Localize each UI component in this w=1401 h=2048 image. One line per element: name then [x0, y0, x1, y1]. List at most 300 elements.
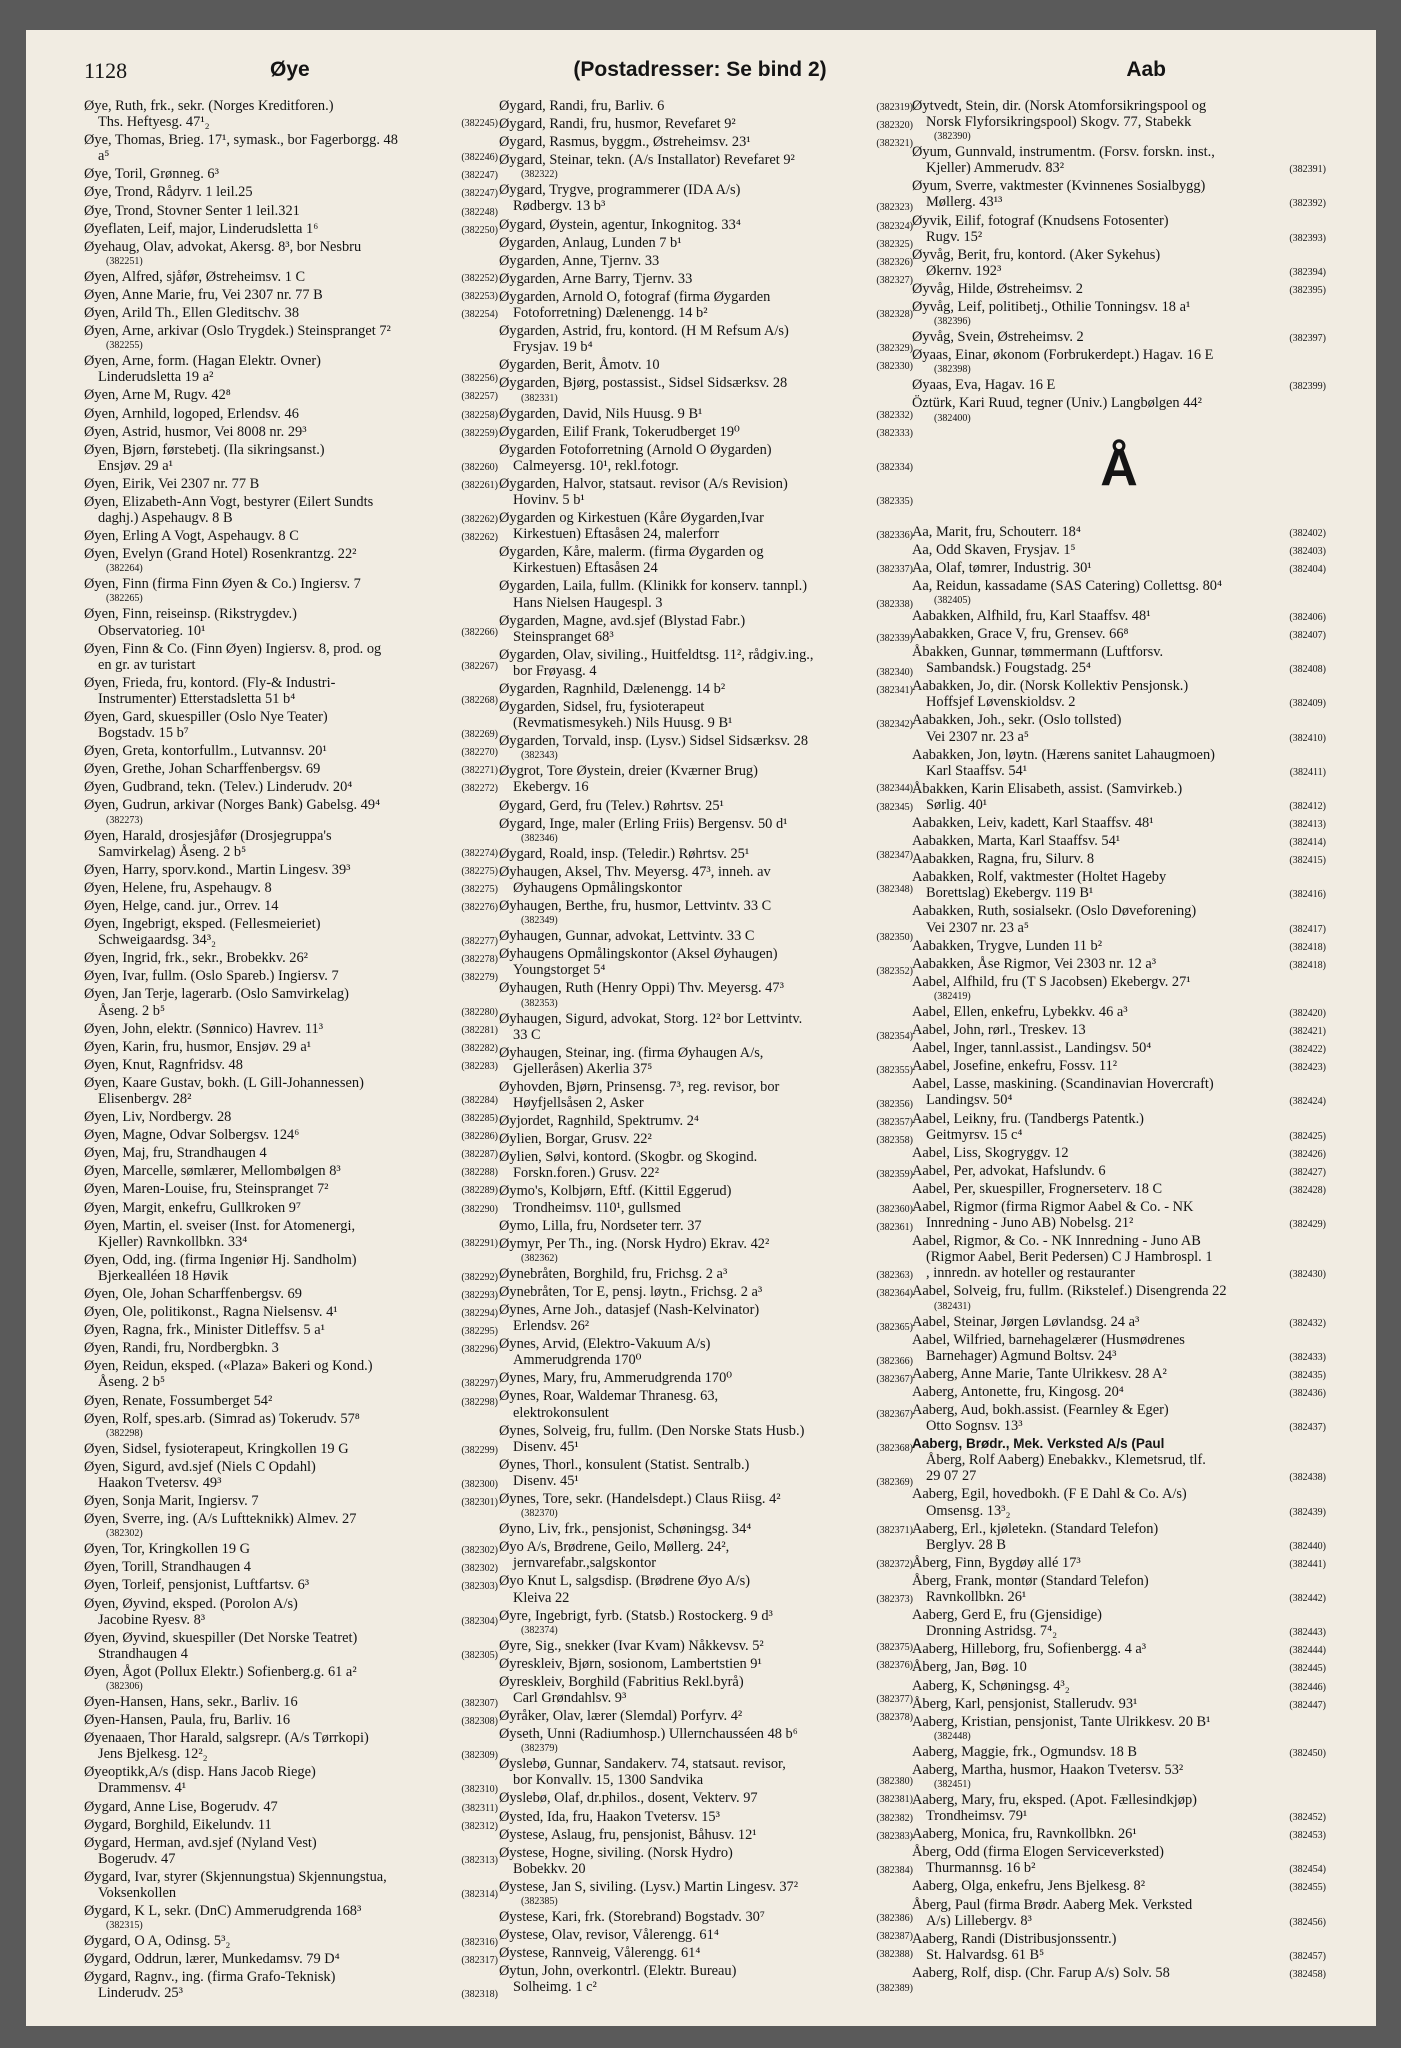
- directory-entry: [499, 1674, 913, 1708]
- entry-line: [499, 544, 913, 560]
- entry-phone-number: (382402): [1289, 527, 1326, 539]
- entry-name-text: Aaberg, Olga, enkefru, Jens Bjelkesg. 8²: [912, 1878, 1146, 1895]
- entry-phone-number: (382369): [876, 1476, 913, 1488]
- entry-name-text: Øygarden, Ragnhild, Dælenengg. 14 b²: [499, 681, 726, 697]
- entry-continuation-text: Øyhaugens Opmålingskontor: [513, 879, 683, 896]
- directory-entry: [499, 253, 913, 271]
- entry-phone-number: (382277): [461, 936, 498, 948]
- entry-phone-number: (382418): [1289, 959, 1326, 971]
- entry-name-text: Øyen, Finn, reiseinsp. (Rikstrygdev.): [84, 606, 297, 623]
- entry-name-text: Øygarden, Sidsel, fru, fysioterapeut: [499, 699, 705, 716]
- entry-line: [499, 1674, 913, 1690]
- entry-line: [499, 1690, 913, 1708]
- entry-phone-number: (382265): [106, 593, 143, 605]
- entry-phone-number: (382393): [1289, 232, 1326, 244]
- entry-phone-number: (382457): [1289, 1950, 1326, 1962]
- entry-name-text: Øysted, Ida, fru, Haakon Tvetersv. 15³: [499, 1808, 720, 1825]
- entry-continuation-text: jernvarefabr.,salgskontor: [513, 1555, 657, 1572]
- entry-name-text: Aabakken, Alfhild, fru, Karl Staaffsv. 48¹: [912, 607, 1151, 624]
- entry-phone-number: (382331): [521, 392, 558, 404]
- entry-line: [912, 1332, 1326, 1348]
- entry-name-text: Aabel, Per, skuespiller, Frognerseterv. 18 C: [912, 1180, 1163, 1197]
- entry-line: [499, 1352, 913, 1370]
- entry-phone-number: (382245): [461, 118, 498, 130]
- entry-name-text: Øyslebø, Gunnar, Sandakerv. 74, statsaut. revisor,: [499, 1756, 786, 1773]
- entry-line: [499, 458, 913, 476]
- directory-entry: [912, 747, 1326, 781]
- entry-name-text: Aabel, Per, advokat, Hafslundv. 6: [912, 1162, 1106, 1179]
- entry-phone-number: (382344): [876, 783, 913, 795]
- entry-phone-number: (382330): [876, 361, 913, 373]
- entry-line: [84, 1780, 498, 1798]
- entry-phone-number: (382350): [876, 932, 913, 944]
- entry-name-text: Øygard, Ragnv., ing. (firma Grafo-Teknisk): [84, 1969, 336, 1986]
- entry-continuation-text: Linderudv. 25³: [98, 1985, 183, 2002]
- entry-phone-number: (382375): [876, 1641, 913, 1653]
- entry-phone-number: (382301): [461, 1497, 498, 1509]
- directory-entry: [499, 323, 913, 357]
- directory-entry: [499, 1790, 913, 1808]
- directory-entry: [84, 828, 498, 862]
- entry-phone-number: (382266): [461, 626, 498, 638]
- directory-entry: [499, 1113, 913, 1131]
- entry-name-text: Aaberg, Kristian, pensjonist, Tante Ulrikkesv. 20 B¹: [912, 1713, 1211, 1730]
- directory-entry: [912, 247, 1326, 281]
- entry-line: [84, 828, 498, 844]
- entry-line: [912, 1947, 1326, 1965]
- entry-phone-number: (382349): [521, 915, 558, 927]
- entry-line: [84, 743, 498, 761]
- directory-entry: [84, 269, 498, 287]
- entry-line: [499, 1061, 913, 1079]
- entry-continuation-text: , innredn. av hoteller og restauranter: [926, 1265, 1135, 1282]
- entry-continuation-text: Åberg, Rolf Aaberg) Enebakkv., Klemetsrud, tlf.: [926, 1452, 1206, 1469]
- entry-name-text: Øygard, Oddrun, lærer, Munkedamsv. 79 D⁴: [84, 1951, 340, 1968]
- directory-entry: [912, 1607, 1326, 1641]
- entry-line: [912, 1714, 1326, 1730]
- entry-name-text: Aabel, Rigmor (firma Rigmor Aabel & Co. - NK: [912, 1198, 1194, 1215]
- entry-continuation-text: Innredning - Juno AB) Nobelsg. 21²: [926, 1215, 1134, 1232]
- directory-entry: [499, 1302, 913, 1336]
- entry-phone-number: (382372): [876, 1559, 913, 1571]
- entry-phone-number: (382323): [876, 202, 913, 214]
- directory-entry: [912, 377, 1326, 395]
- directory-entry: [84, 1764, 498, 1798]
- directory-entry: [499, 1521, 913, 1539]
- entry-continuation-text: Ensjøv. 29 a¹: [98, 457, 173, 474]
- entry-name-text: Øye, Ruth, frk., sekr. (Norges Kreditforen.): [84, 98, 334, 114]
- entry-continuation-text: Otto Sognsv. 13³: [926, 1418, 1023, 1435]
- entry-line: [84, 1393, 498, 1411]
- entry-line: [499, 1979, 913, 1997]
- entry-name-text: Øyen, Tor, Kringkollen 19 G: [84, 1541, 251, 1558]
- entry-line: [499, 1772, 913, 1790]
- directory-entry: [912, 781, 1326, 815]
- entry-name-text: Aabel, Alfhild, fru (T S Jacobsen) Ekebergv. 27¹: [912, 973, 1191, 990]
- entry-line: [499, 1236, 913, 1252]
- directory-entry: [84, 98, 498, 132]
- entry-line: [499, 560, 913, 578]
- entry-phone-number: (382413): [1289, 819, 1326, 830]
- entry-phone-number: (382415): [1289, 855, 1326, 867]
- directory-entry: [499, 898, 913, 928]
- entry-phone-number: (382354): [876, 1030, 913, 1042]
- entry-name-text: Øynebråten, Tor E, pensj. løytn., Frichsg. 2 a³: [499, 1283, 763, 1300]
- entry-phone-number: (382274): [461, 847, 498, 859]
- directory-entry: [912, 869, 1326, 903]
- entry-name-text: Øyhaugen, Berthe, fru, husmor, Lettvintv. 33 C: [499, 898, 772, 915]
- entry-continuation-text: Åseng. 2 b⁵: [98, 1002, 165, 1019]
- directory-entry: [84, 1799, 498, 1817]
- entry-name-text: Aabel, Steinar, Jørgen Løvlandsg. 24 a³: [912, 1313, 1140, 1330]
- entry-phone-number: (382332): [876, 409, 913, 421]
- entry-line: [84, 916, 498, 932]
- entry-line: [912, 1844, 1326, 1860]
- entry-phone-number: (382445): [1289, 1663, 1326, 1675]
- entry-line: [84, 98, 498, 114]
- entry-continuation-text: Haakon Tvetersv. 49³: [98, 1474, 222, 1491]
- entry-line: [912, 144, 1326, 160]
- directory-entry: [84, 1393, 498, 1411]
- entry-line: [84, 1200, 498, 1218]
- entry-phone-number: (382458): [1289, 1968, 1326, 1980]
- entry-name-text: Øyen, Arne, arkivar (Oslo Trygdek.) Steinspranget 7²: [84, 323, 391, 340]
- entry-continuation-text: Bogerudv. 47: [98, 1850, 176, 1867]
- entry-phone-number: (382411): [1289, 766, 1326, 778]
- entry-line: [84, 844, 498, 862]
- directory-entry: [912, 1659, 1326, 1677]
- entry-continuation-text: Disenv. 45¹: [513, 1438, 579, 1455]
- directory-entry: [499, 798, 913, 816]
- entry-line: [84, 1459, 498, 1475]
- entry-line: [912, 1366, 1326, 1384]
- directory-entry: [84, 1559, 498, 1577]
- directory-entry: [499, 681, 913, 699]
- entry-phone-number: (382326): [876, 256, 913, 268]
- entry-line: [499, 1656, 913, 1674]
- entry-phone-number: (382392): [1289, 198, 1326, 210]
- entry-line: [912, 1696, 1326, 1714]
- entry-line: [84, 1630, 498, 1646]
- entry-line: [499, 1790, 913, 1808]
- entry-name-text: Aaberg, Aud, bokh.assist. (Fearnley & Eger): [912, 1402, 1169, 1418]
- entry-line: [499, 424, 913, 442]
- entry-name-text: Øygard, Herman, avd.sjef (Nyland Vest): [84, 1834, 317, 1851]
- entry-line: [912, 920, 1326, 938]
- entry-phone-number: (382336): [876, 530, 913, 542]
- entry-name-text: Øygarden, Arne Barry, Tjernv. 33: [499, 270, 693, 287]
- entry-continuation-text: Geitmyrsv. 15 c⁴: [926, 1126, 1023, 1143]
- entry-name-text: Øygarden, Olav, siviling., Huitfeldtsg. 11², rådgiv.ing.,: [499, 646, 814, 663]
- entry-line: [84, 675, 498, 691]
- entry-line: [84, 1286, 498, 1304]
- directory-entry: [84, 1145, 498, 1163]
- entry-line: [912, 1641, 1326, 1659]
- entry-phone-number: (382343): [521, 750, 558, 762]
- entry-name-text: Øyre, Sig., snekker (Ivar Kvam) Nåkkevsv. 5²: [499, 1637, 764, 1654]
- directory-entry: [499, 578, 913, 612]
- entry-name-text: Aa, Olaf, tømrer, Industrig. 30¹: [912, 559, 1092, 576]
- entry-name-text: Øyo A/s, Brødrene, Geilo, Møllerg. 24²,: [499, 1539, 730, 1556]
- entry-line: [912, 114, 1326, 130]
- entry-line: [84, 1885, 498, 1903]
- entry-phone-number: (382313): [461, 1854, 498, 1866]
- entry-line: [499, 476, 913, 492]
- entry-line: [499, 1336, 913, 1352]
- entry-name-text: Øyum, Sverre, vaktmester (Kvinnenes Sosialbygg): [912, 178, 1206, 195]
- entry-name-text: Aabel, Lasse, maskining. (Scandinavian Hovercraft): [912, 1076, 1214, 1093]
- entry-phone-number: (382423): [1289, 1062, 1326, 1074]
- entry-line: [912, 903, 1326, 919]
- entry-name-text: Øygarden, Eilif Frank, Tokerudberget 19⁰: [499, 423, 740, 440]
- entry-line: [499, 1861, 913, 1879]
- entry-name-text: Øyen, Arne M, Rugv. 42⁸: [84, 387, 231, 404]
- entry-line: [84, 862, 498, 880]
- column-1: [84, 98, 498, 2004]
- directory-entry: [499, 1726, 913, 1756]
- directory-entry: [499, 235, 913, 253]
- entry-name-text: Øyen, Magne, Odvar Solbergsv. 124⁶: [84, 1127, 300, 1144]
- directory-entry: [84, 1712, 498, 1730]
- entry-line: [912, 524, 1326, 542]
- entry-line: [912, 1181, 1326, 1199]
- entry-phone-number: (382247): [461, 188, 498, 200]
- entry-name-text: Aaberg, Hilleborg, fru, Sofienbergg. 4 a³: [912, 1641, 1147, 1658]
- directory-entry: [912, 1678, 1326, 1696]
- directory-entry: [912, 524, 1326, 542]
- entry-continuation-text: Thurmannsg. 16 b²: [926, 1860, 1036, 1877]
- entry-phone-number: (382292): [461, 1271, 498, 1283]
- entry-line: [499, 1809, 913, 1827]
- entry-name-text: Øyen, Ole, Johan Scharffenbergsv. 69: [84, 1286, 302, 1302]
- entry-phone-number: (382426): [1289, 1148, 1326, 1160]
- entry-name-text: Åbakken, Gunnar, tømmermann (Luftforsv.: [912, 644, 1164, 661]
- entry-name-text: Øyen, Greta, kontorfullm., Lutvannsv. 20¹: [84, 743, 327, 760]
- entry-line: [499, 271, 913, 289]
- entry-name-text: Øygarden, Halvor, statsaut. revisor (A/s Revision): [499, 475, 788, 492]
- entry-line: [912, 1265, 1326, 1283]
- entry-line: [84, 709, 498, 725]
- entry-continuation-text: Høyfjellsåsen 2, Asker: [513, 1094, 644, 1111]
- entry-phone-number: (382450): [1289, 1747, 1326, 1759]
- entry-name-text: Øyen, Frieda, fru, kontord. (Fly-& Industri-: [84, 674, 336, 691]
- entry-line: [84, 623, 498, 641]
- entry-line: [499, 1539, 913, 1555]
- entry-line: [912, 938, 1326, 956]
- directory-entry: [84, 1411, 498, 1441]
- entry-continuation-text: 29 07 27: [926, 1468, 977, 1485]
- entry-name-text: Øyhaugen, Gunnar, advokat, Lettvintv. 33 C: [499, 928, 755, 945]
- directory-entry: [912, 1714, 1326, 1744]
- entry-line: [84, 1003, 498, 1021]
- header-left-guide-word: Øye: [270, 58, 310, 81]
- entry-line: [499, 763, 913, 779]
- entry-phone-number: (382341): [876, 685, 913, 696]
- entry-line: [499, 663, 913, 681]
- entry-phone-number: (382406): [1289, 611, 1326, 623]
- entry-phone-number: (382282): [461, 1042, 498, 1054]
- entry-line: [499, 1388, 913, 1404]
- entry-name-text: Aabel, Wilfried, barnehagelærer (Husmødrenes: [912, 1331, 1185, 1348]
- entry-line: [84, 898, 498, 916]
- entry-name-text: Øymo's, Kolbjørn, Eftf. (Kittil Eggerud): [499, 1183, 732, 1200]
- entry-phone-number: (382365): [876, 1322, 913, 1334]
- directory-entry: [912, 1486, 1326, 1520]
- entry-phone-number: (382447): [1289, 1699, 1326, 1711]
- entry-line: [499, 1266, 913, 1284]
- entry-line: [499, 1590, 913, 1608]
- entry-line: [912, 1384, 1326, 1402]
- entry-phone-number: (382383): [876, 1830, 913, 1842]
- entry-name-text: Øygarden, David, Nils Huusg. 9 B¹: [499, 405, 703, 422]
- entry-phone-number: (382246): [461, 152, 498, 164]
- directory-entry: [84, 424, 498, 442]
- entry-phone-number: (382273): [106, 814, 143, 826]
- entry-name-text: Øyen, Reidun, eksped. («Plaza» Bakeri og Kond.): [84, 1358, 373, 1375]
- entry-name-text: Øyaas, Einar, økonom (Forbrukerdept.) Hagav. 16 E: [912, 347, 1214, 364]
- entry-continuation-text: Berglyv. 28 B: [926, 1536, 1006, 1553]
- entry-line: [84, 1163, 498, 1181]
- entry-name-text: Øyen, Ole, politikonst., Ragna Nielsensv. 4¹: [84, 1304, 338, 1321]
- directory-entry: [912, 1641, 1326, 1659]
- entry-line: [912, 644, 1326, 660]
- entry-phone-number: (382304): [461, 1615, 498, 1627]
- directory-entry: [499, 271, 913, 289]
- page-number: 1128: [84, 58, 128, 83]
- entry-name-text: Åbakken, Karin Elisabeth, assist. (Samvirkeb.): [912, 780, 1183, 797]
- directory-entry: [84, 1541, 498, 1559]
- entry-name-text: Aaberg, Monica, fru, Ravnkollbkn. 26¹: [912, 1826, 1137, 1843]
- entry-line: [84, 1475, 498, 1493]
- entry-phone-number: (382269): [461, 729, 498, 741]
- entry-phone-number: (382258): [461, 409, 498, 421]
- entry-name-text: Øyhaugen, Sigurd, advokat, Storg. 12² bor Lettvintv.: [499, 1010, 803, 1027]
- entry-line: [499, 1756, 913, 1772]
- entry-phone-number: (382261): [461, 479, 498, 491]
- directory-entry: [499, 1909, 913, 1927]
- entry-line: [912, 229, 1326, 247]
- directory-entry: [84, 1511, 498, 1541]
- directory-entry: [499, 846, 913, 864]
- entry-name-text: Øynes, Thorl., konsulent (Statist. Sentralb.): [499, 1456, 750, 1473]
- entry-phone-number: (382325): [876, 238, 913, 250]
- directory-entry: [912, 1233, 1326, 1283]
- directory-entry: [912, 1314, 1326, 1332]
- entry-continuation-text: Økernv. 192³: [926, 262, 1002, 279]
- directory-entry: [84, 1127, 498, 1145]
- entry-name-text: Aaberg, Gerd E, fru (Gjensidige): [912, 1607, 1102, 1624]
- entry-line: [912, 1931, 1326, 1947]
- entry-name-text: Øyen, Finn & Co. (Finn Øyen) Ingiersv. 8, prod. og: [84, 640, 382, 657]
- directory-entry: [84, 1903, 498, 1933]
- entry-name-text: Øygard, Inge, maler (Erling Friis) Bergensv. 50 d¹: [499, 815, 788, 832]
- entry-phone-number: (382362): [521, 1252, 558, 1264]
- directory-entry: [84, 880, 498, 898]
- entry-line: [499, 1405, 913, 1423]
- directory-entry: [499, 816, 913, 846]
- entry-line: [912, 1623, 1326, 1641]
- directory-entry: [84, 1835, 498, 1869]
- entry-phone-number: (382448): [934, 1730, 971, 1742]
- entry-line: [912, 851, 1326, 869]
- entry-phone-number: (382338): [876, 598, 913, 610]
- entry-name-text: Øyen, Torill, Strandhaugen 4: [84, 1559, 251, 1576]
- entry-phone-number: (382299): [461, 1444, 498, 1456]
- entry-line: [912, 1503, 1326, 1521]
- entry-line: [499, 1302, 913, 1318]
- directory-entry: [912, 281, 1326, 299]
- entry-name-text: Øygard, Øystein, agentur, Inkognitog. 33⁴: [499, 216, 741, 233]
- directory-entry: [84, 1459, 498, 1493]
- entry-continuation-text: bor Frøyasg. 4: [513, 662, 597, 679]
- entry-line: [499, 253, 913, 271]
- entry-name-text: Øylien, Sølvi, kontord. (Skogbr. og Skogind.: [499, 1149, 758, 1166]
- directory-entry: [84, 184, 498, 202]
- entry-phone-number: (382389): [876, 1983, 913, 1995]
- entry-name-text: Øyvåg, Leif, politibetj., Othilie Tonningsv. 18 a¹: [912, 299, 1191, 316]
- directory-entry: [499, 928, 913, 946]
- directory-entry: [499, 375, 913, 405]
- entry-line: [499, 578, 913, 594]
- directory-entry: [912, 1965, 1326, 1983]
- entry-phone-number: (382391): [1289, 164, 1326, 176]
- entry-name-text: Øystese, Kari, frk. (Storebrand) Bogstadv. 30⁷: [499, 1909, 765, 1925]
- entry-phone-number: (382382): [876, 1812, 913, 1824]
- entry-phone-number: (382287): [461, 1149, 498, 1161]
- entry-phone-number: (382452): [1289, 1812, 1326, 1824]
- entry-phone-number: (382272): [461, 783, 498, 795]
- directory-entry: [912, 1283, 1326, 1313]
- entry-name-text: Øye, Trond, Rådyrv. 1 leil.25: [84, 184, 253, 201]
- column-3-section-listings: [912, 524, 1326, 1984]
- entry-phone-number: (382316): [461, 1937, 498, 1949]
- entry-phone-number: (382422): [1289, 1044, 1326, 1056]
- directory-entry: [84, 1630, 498, 1664]
- entry-phone-number: (382302): [106, 1528, 143, 1540]
- entry-phone-number: (382275): [461, 865, 498, 877]
- entry-phone-number: (382455): [1289, 1882, 1326, 1894]
- entry-name-text: Aabakken, Leiv, kadett, Karl Staaffsv. 48¹: [912, 815, 1154, 831]
- entry-phone-number: (382409): [1289, 698, 1326, 710]
- entry-line: [912, 694, 1326, 712]
- entry-name-text: Øyen, Grethe, Johan Scharffenbergsv. 69: [84, 761, 321, 778]
- entry-line: [84, 476, 498, 494]
- entry-continuation-text: Drammensv. 4¹: [98, 1780, 187, 1797]
- entry-continuation-text: Trondheimsv. 110¹, gullsmed: [513, 1199, 681, 1216]
- entry-phone-number: (382250): [461, 224, 498, 236]
- entry-line: [912, 1283, 1326, 1299]
- entry-continuation-text: 33 C: [513, 1026, 541, 1043]
- entry-phone-number: (382357): [876, 1117, 913, 1129]
- directory-entry: [84, 1869, 498, 1903]
- entry-name-text: Øyen, Liv, Nordbergv. 28: [84, 1109, 232, 1126]
- directory-entry: [84, 1163, 498, 1181]
- entry-name-text: Øyen, Helge, cand. jur., Orrev. 14: [84, 897, 279, 914]
- entry-phone-number: (382376): [876, 1659, 913, 1671]
- entry-line: [499, 323, 913, 339]
- entry-line: [499, 1638, 913, 1656]
- directory-entry: [912, 815, 1326, 833]
- directory-page: [26, 30, 1376, 2026]
- entry-line: [912, 956, 1326, 974]
- entry-phone-number: (382439): [1289, 1506, 1326, 1518]
- directory-entry: [499, 1079, 913, 1113]
- entry-phone-number: (382367): [876, 1408, 913, 1420]
- directory-entry: [84, 387, 498, 405]
- entry-phone-number: (382358): [876, 1135, 913, 1147]
- entry-name-text: Øyen, Sonja Marit, Ingiersv. 7: [84, 1493, 259, 1510]
- directory-entry: [84, 476, 498, 494]
